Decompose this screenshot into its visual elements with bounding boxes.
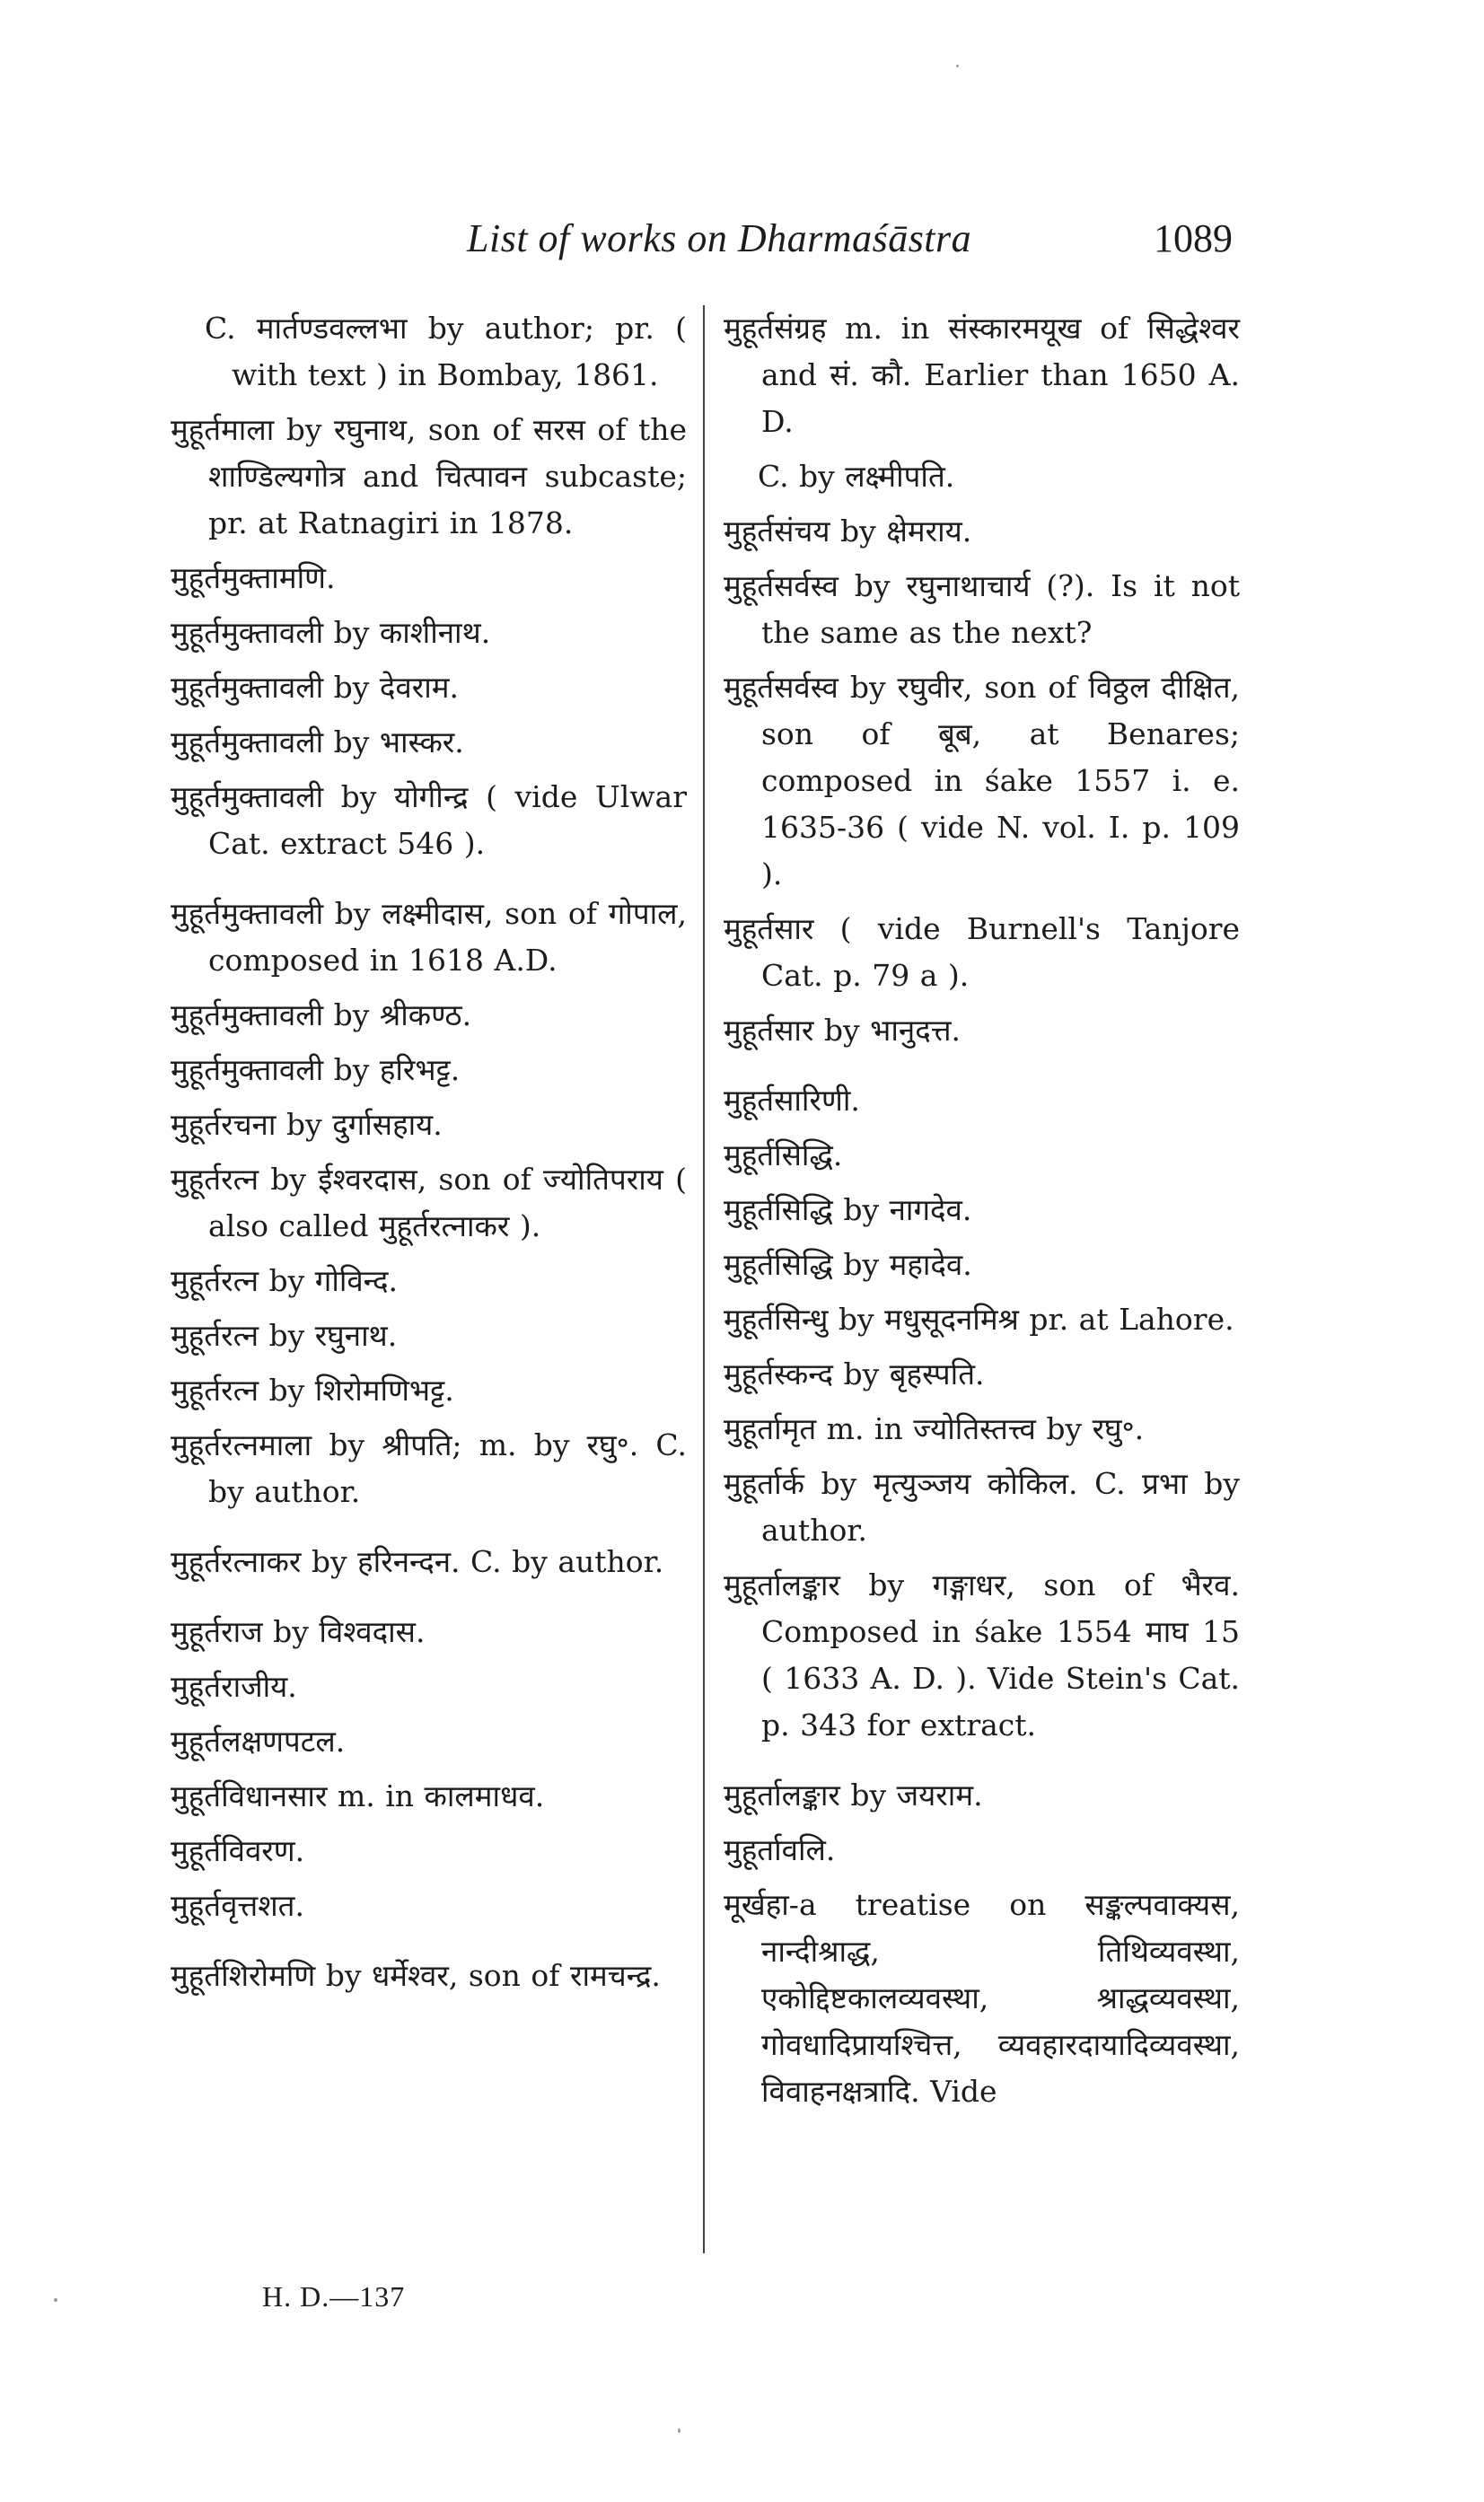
list-entry: मुहूर्तलक्षणपटल. [171,1724,346,1759]
list-entry: मूर्खहा-a treatise on सङ्कल्पवाक्यस, नान्दीश्राद्ध, तिथिव्यवस्था, एकोद्दिष्टकालव्यवस्था, श्राद्धव्यवस्था, गोवधादिप्रायश्चित्त, व्यवहारदायादिव्यवस्था, विवाहनक्षत्रादि. Vide [724,1887,1240,2109]
list-entry: मुहूर्तसारिणी. [724,1083,860,1118]
list-entry: मुहूर्तावलि. [724,1832,836,1867]
running-title: List of works on Dharmaśāstra [467,216,972,260]
list-entry: मुहूर्तमुक्तामणि. [171,560,336,595]
paper-speck [678,2428,681,2433]
list-entry: मुहूर्तशिरोमणि by धर्मेश्वर, son of रामचन्द्र. [171,1958,661,1993]
list-entry: मुहूर्तसंग्रह m. in संस्कारमयूख of सिद्धेश्वर and सं. कौ. Earlier than 1650 A. D. [724,311,1240,439]
list-entry: मुहूर्तमुक्तावली by लक्ष्मीदास, son of गोपाल, composed in 1618 A.D. [171,896,687,978]
list-entry: मुहूर्तवृत्तशत. [171,1888,304,1923]
list-entry: मुहूर्तराज by विश्वदास. [171,1614,426,1649]
list-entry: मुहूर्तसिद्धि by महादेव. [724,1247,972,1282]
list-entry: मुहूर्तरत्न by शिरोमणिभट्ट. [171,1373,454,1408]
list-entry: मुहूर्तार्क by मृत्युञ्जय कोकिल. C. प्रभा by author. [724,1466,1240,1548]
paper-speck [54,2298,57,2302]
list-entry: मुहूर्तरत्नाकर by हरिनन्दन. C. by author. [171,1544,664,1579]
list-entry: मुहूर्तसिद्धि. [724,1137,843,1172]
list-entry: मुहूर्तसिद्धि by नागदेव. [724,1192,972,1227]
signature-mark: H. D.—137 [262,2280,406,2313]
list-entry: C. by लक्ष्मीपति. [758,459,955,494]
list-entry: मुहूर्तरत्न by ईश्वरदास, son of ज्योतिपराय ( also called मुहूर्तरत्नाकर ). [171,1162,687,1243]
list-entry: मुहूर्तरचना by दुर्गासहाय. [171,1107,443,1142]
list-entry: मुहूर्तमुक्तावली by काशीनाथ. [171,615,491,650]
list-entry: मुहूर्तरत्नमाला by श्रीपति; m. by रघु॰. C. by author. [171,1427,687,1509]
list-entry: मुहूर्तराजीय. [171,1669,297,1704]
list-entry: मुहूर्तस्कन्द by बृहस्पति. [724,1356,985,1391]
right-column [724,305,1240,2123]
list-entry: मुहूर्तविधानसार m. in कालमाधव. [171,1778,545,1813]
list-entry: C. मार्तण्डवल्लभा by author; pr. ( with text ) in Bombay, 1861. [205,311,687,392]
list-entry: मुहूर्तसंचय by क्षेमराय. [724,514,972,549]
list-entry: मुहूर्तरत्न by गोविन्द. [171,1263,398,1298]
list-entry: मुहूर्तमाला by रघुनाथ, son of सरस of the शाण्डिल्यगोत्र and चित्पावन subcaste; pr. at Ratnagiri in 1878. [171,412,687,540]
list-entry: मुहूर्तमुक्तावली by देवराम. [171,670,460,705]
column-divider [703,305,705,2253]
list-entry: मुहूर्तमुक्तावली by हरिभट्ट. [171,1052,461,1087]
paper-speck [956,65,959,67]
page-header [0,208,1484,271]
list-entry: मुहूर्तसार by भानुदत्त. [724,1013,962,1048]
list-entry: मुहूर्तरत्न by रघुनाथ. [171,1318,398,1353]
list-entry: मुहूर्तालङ्कार by जयराम. [724,1778,983,1813]
page-number: 1089 [1154,216,1233,260]
list-entry: मुहूर्तसर्वस्व by रघुनाथाचार्य (?). Is it not the same as the next? [724,568,1240,650]
list-entry: मुहूर्तसिन्धु by मधुसूदनमिश्र pr. at Lahore. [724,1302,1234,1337]
list-entry: मुहूर्तमुक्तावली by योगीन्द्र ( vide Ulwar Cat. extract 546 ). [171,779,687,861]
list-entry: मुहूर्तामृत m. in ज्योतिस्तत्त्व by रघु॰. [724,1411,1145,1446]
list-entry: मुहूर्तमुक्तावली by भास्कर. [171,724,464,759]
list-entry: मुहूर्तमुक्तावली by श्रीकण्ठ. [171,997,472,1032]
left-column [171,305,687,2007]
list-entry: मुहूर्तसार ( vide Burnell's Tanjore Cat. p. 79 a ). [724,911,1240,993]
list-entry: मुहूर्तविवरण. [171,1833,305,1868]
list-entry: मुहूर्तालङ्कार by गङ्गाधर, son of भैरव. Composed in śake 1554 माघ 15 ( 1633 A. D. ). Vide Stein's Cat. p. 343 for extract. [724,1567,1240,1743]
list-entry: मुहूर्तसर्वस्व by रघुवीर, son of विठ्ठल दीक्षित, son of बूब, at Benares; composed in śake 1557 i. e. 1635-36 ( vide N. vol. I. p. 109 ). [724,670,1240,891]
